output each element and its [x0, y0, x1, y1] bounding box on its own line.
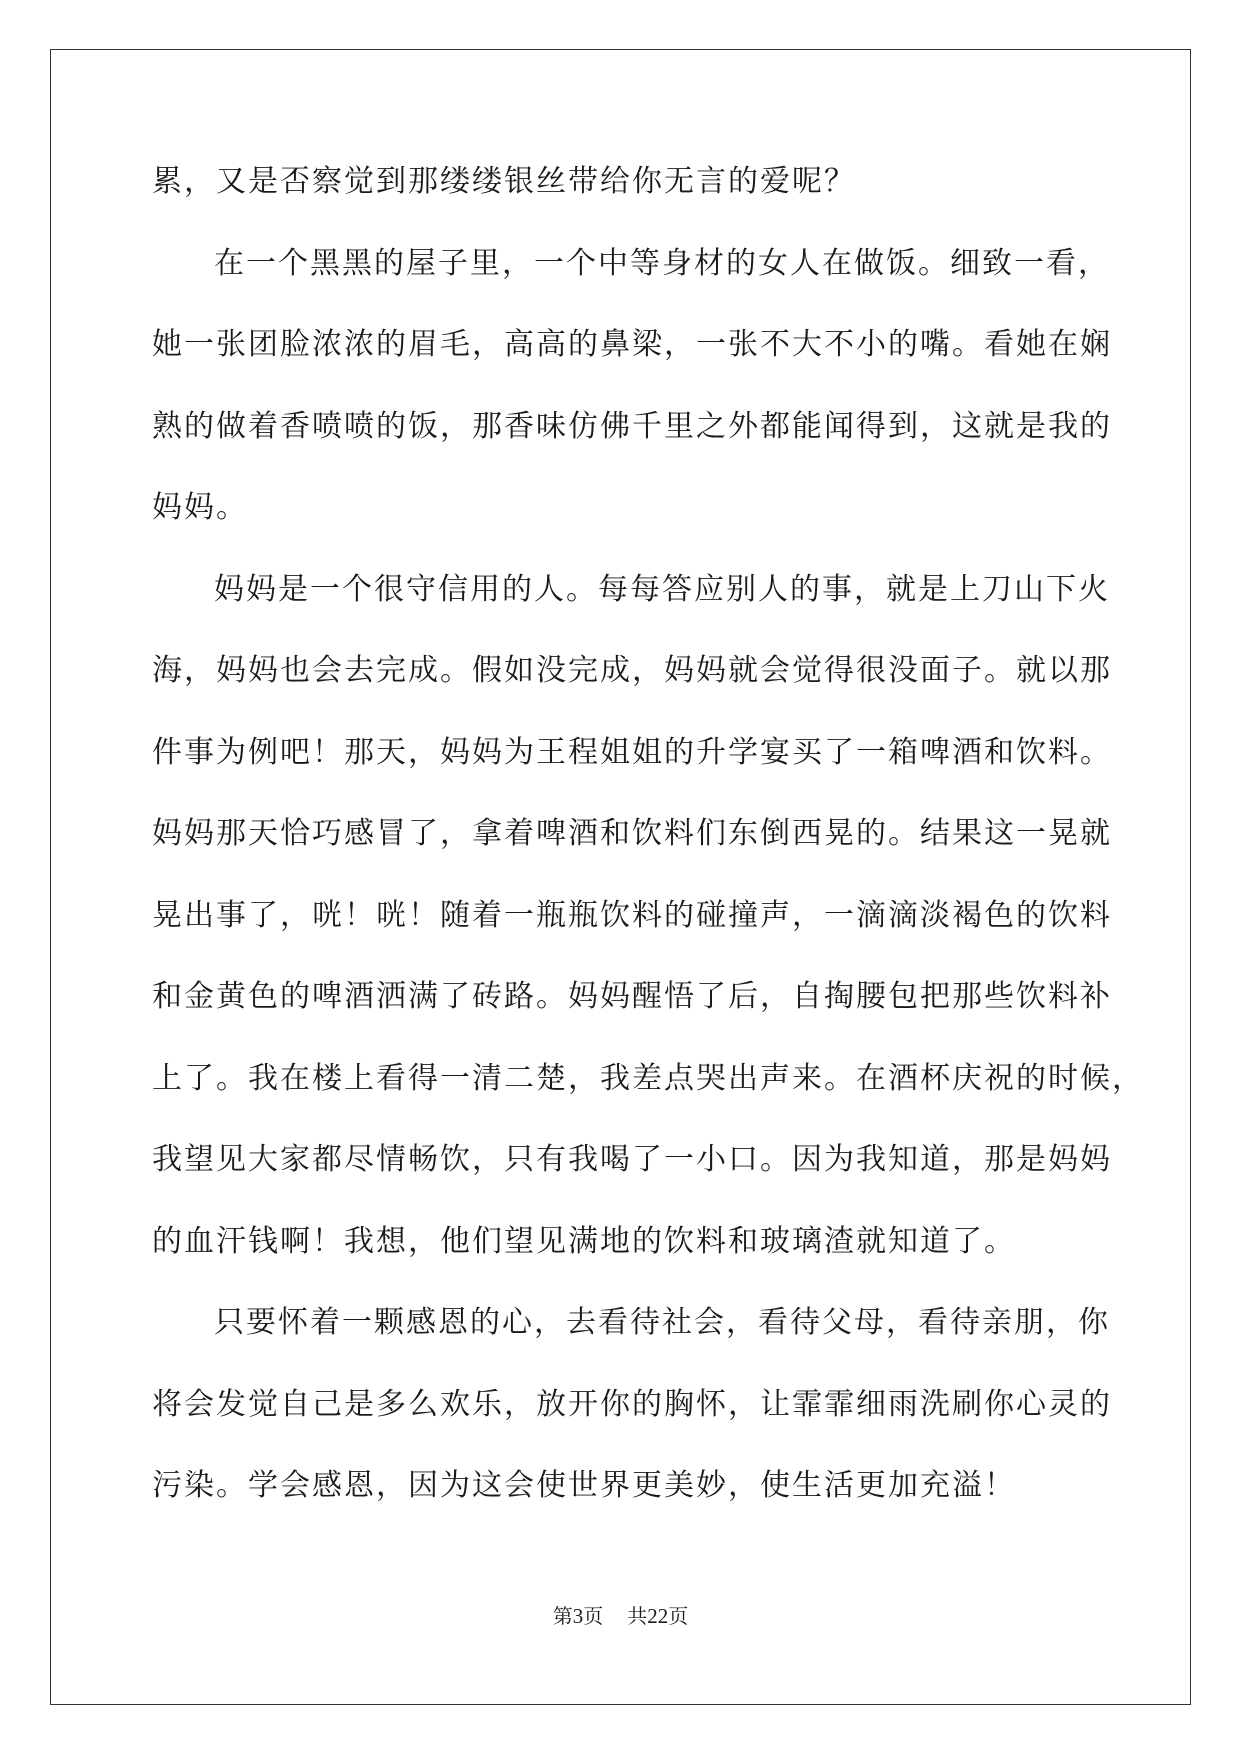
footer-page-suffix: 页: [583, 1604, 604, 1628]
text-line: 妈妈是一个很守信用的人。每每答应别人的事，就是上刀山下火: [214, 571, 1110, 607]
text-line: 妈妈那天恰巧感冒了，拿着啤酒和饮料们东倒西晃的。结果这一晃就: [152, 816, 1112, 851]
footer-total-prefix: 共: [627, 1604, 648, 1628]
text-line: 晃出事了，咣！咣！随着一瓶瓶饮料的碰撞声，一滴滴淡褐色的饮料: [152, 897, 1112, 933]
text-line: 妈妈。: [152, 490, 248, 525]
text-line: 累，又是否察觉到那缕缕银丝带给你无言的爱呢？: [152, 164, 856, 199]
text-line: 污染。学会感恩，因为这会使世界更美妙，使生活更加充溢！: [152, 1468, 1016, 1503]
text-line: 熟的做着香喷喷的饭，那香味仿佛千里之外都能闻得到，这就是我的: [152, 408, 1112, 444]
footer-page-number: 3: [572, 1604, 584, 1628]
document-body: [152, 162, 1144, 1548]
text-line: 件事为例吧！那天，妈妈为王程姐姐的升学宴买了一箱啤酒和饮料。: [152, 734, 1112, 770]
page-footer: [0, 1602, 1241, 1630]
text-line: 我望见大家都尽情畅饮，只有我喝了一小口。因为我知道，那是妈妈: [152, 1142, 1112, 1177]
text-line: 上了。我在楼上看得一清二楚，我差点哭出声来。在酒杯庆祝的时候，: [152, 1060, 1144, 1096]
footer-total-pages: 22: [647, 1604, 669, 1628]
text-line: 只要怀着一颗感恩的心，去看待社会，看待父母，看待亲朋，你: [214, 1305, 1110, 1340]
text-line: 和金黄色的啤酒洒满了砖路。妈妈醒悟了后，自掏腰包把那些饮料补: [152, 979, 1112, 1014]
text-line: 海，妈妈也会去完成。假如没完成，妈妈就会觉得很没面子。就以那: [152, 653, 1112, 688]
text-line: 在一个黑黑的屋子里，一个中等身材的女人在做饭。细致一看，: [214, 245, 1110, 281]
text-line: 的血汗钱啊！我想，他们望见满地的饮料和玻璃渣就知道了。: [152, 1223, 1016, 1259]
text-line: 将会发觉自己是多么欢乐，放开你的胸怀，让霏霏细雨洗刷你心灵的: [152, 1386, 1112, 1422]
footer-page-prefix: 第: [552, 1604, 573, 1628]
text-line: 她一张团脸浓浓的眉毛，高高的鼻梁，一张不大不小的嘴。看她在娴: [152, 327, 1112, 362]
footer-total-suffix: 页: [668, 1604, 689, 1628]
